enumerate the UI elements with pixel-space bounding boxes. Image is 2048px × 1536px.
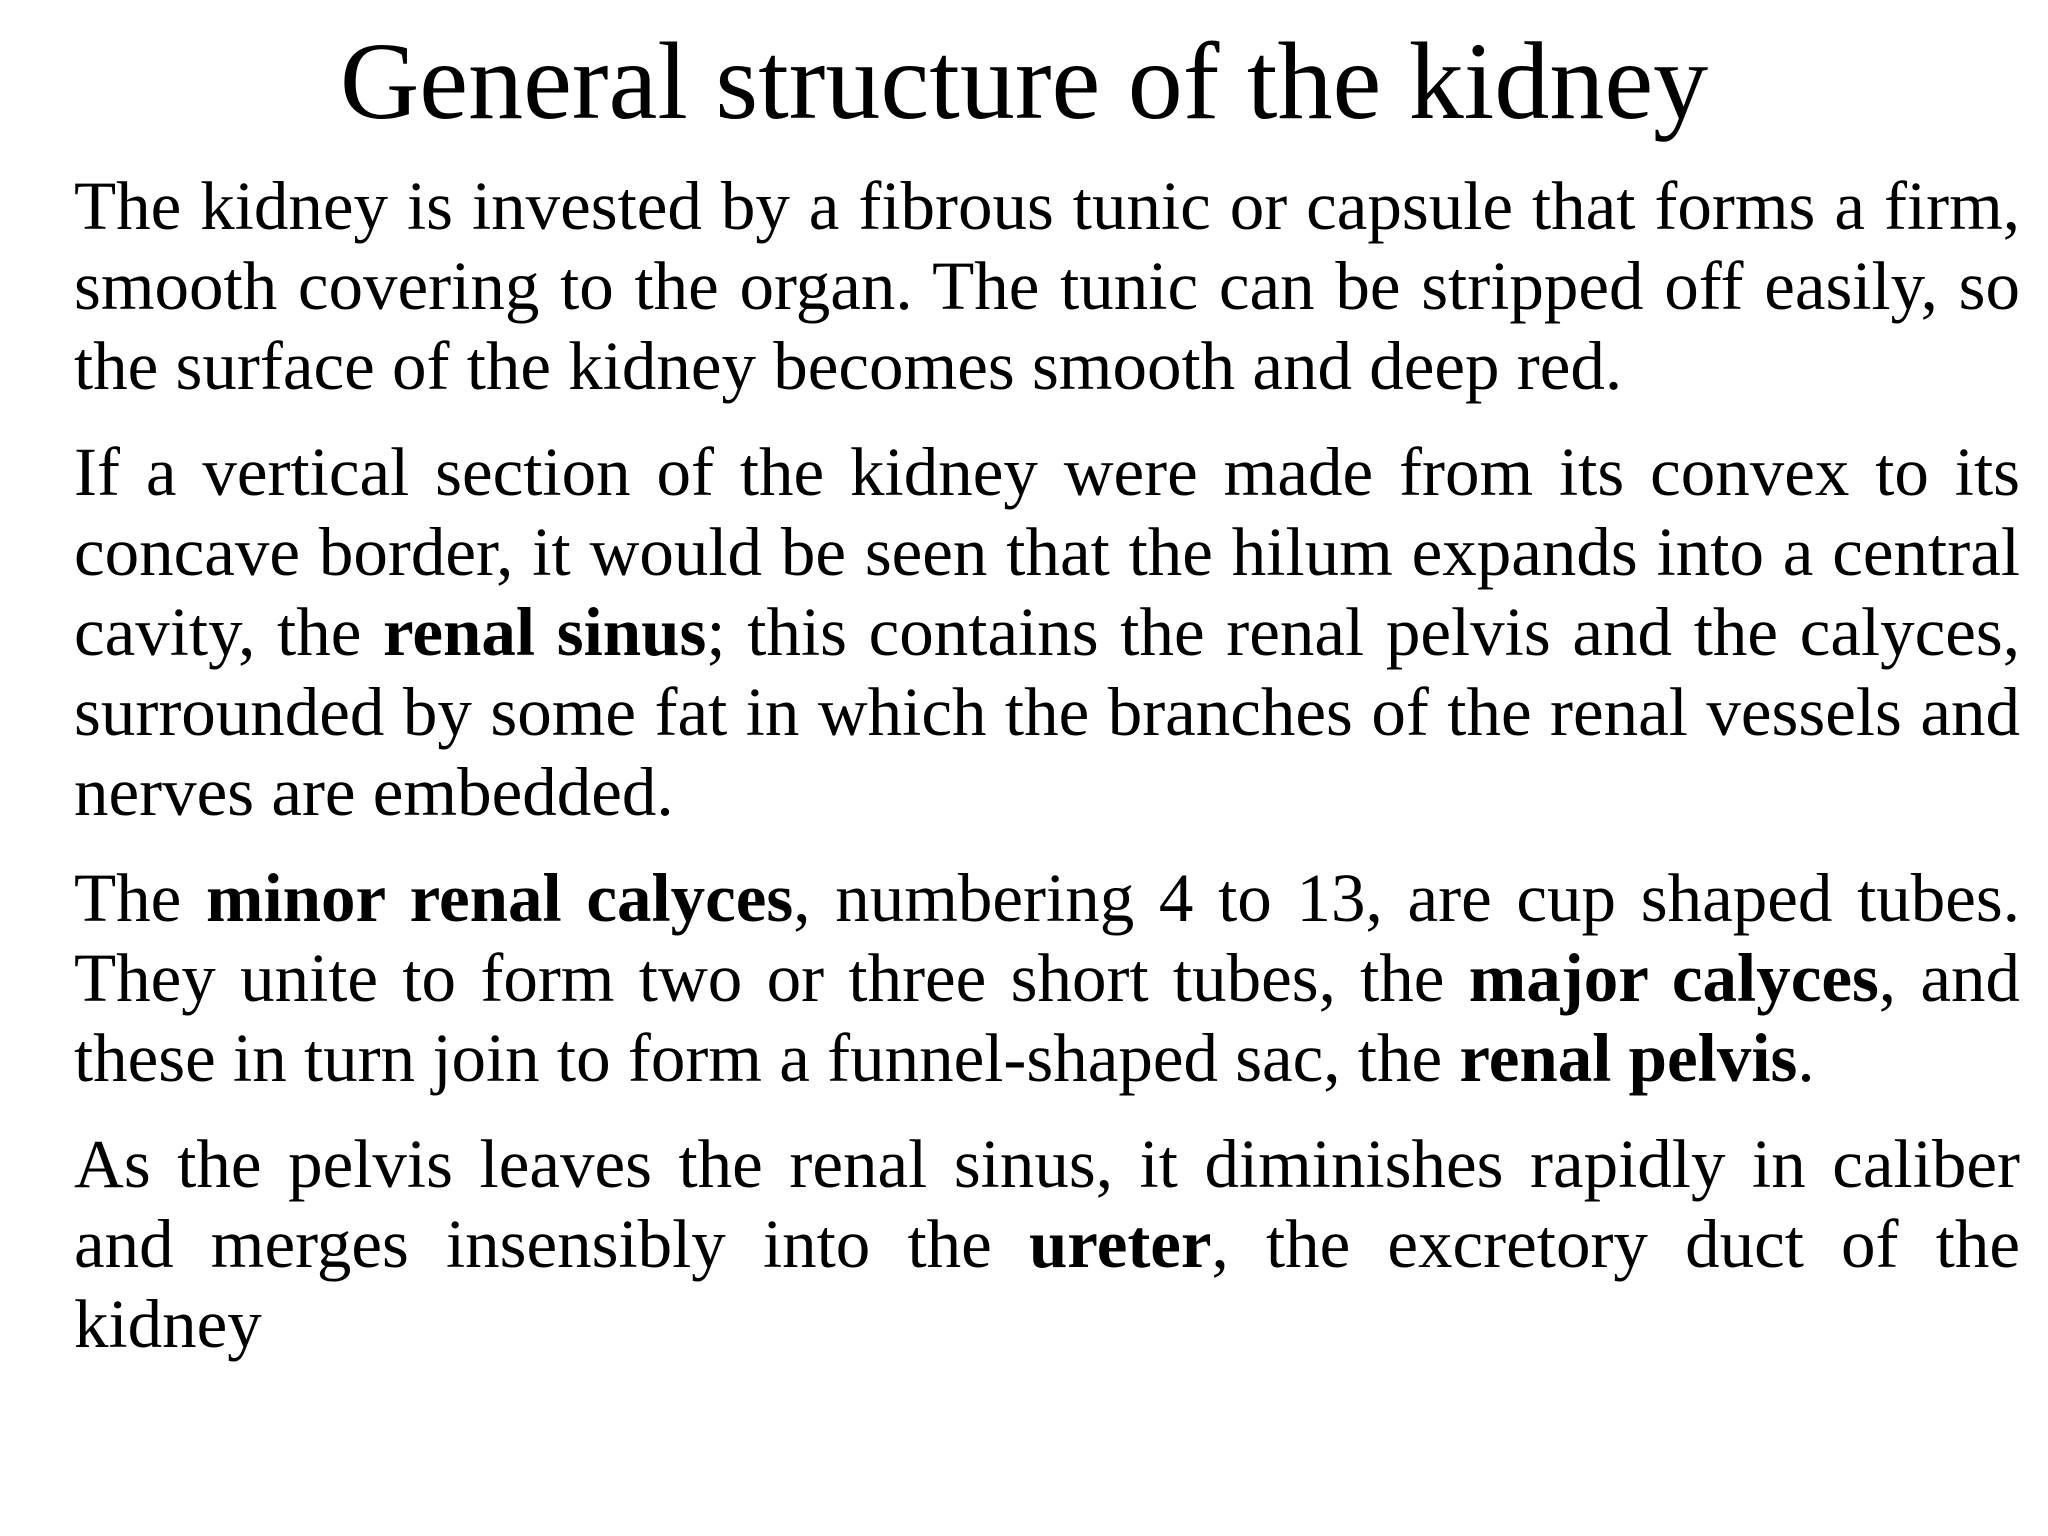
term-major-calyces: major calyces [1468,940,1879,1016]
slide-title: General structure of the kidney [339,20,1709,142]
paragraph-text: , the excretory duct of the kidney [74,1206,2020,1362]
paragraph-text: , numbering 4 to 13, are cup shaped tubes. They unite to form two or three short tubes, the [74,860,2020,1016]
slide-body [74,166,2020,1364]
paragraph-text: ; this contains the renal pelvis and the calyces, surrounded by some fat in which the branches of the renal vessels and nerves are embedded. [74,594,2020,830]
paragraph-text: The kidney is invested by a fibrous tunic or capsule that forms a firm, smooth covering to the organ. The tunic can be stripped off easily, so the surface of the kidney becomes smooth and deep red. [74,168,2020,404]
paragraph-renal-sinus [74,432,2020,832]
paragraph-text: As the pelvis leaves the renal sinus, it diminishes rapidly in caliber and merges insensibly into the [74,1126,2020,1282]
paragraph-text: . [1797,1020,1815,1096]
paragraph-calyces [74,858,2020,1098]
term-ureter: ureter [1028,1206,1212,1282]
paragraph-text: The [74,860,206,936]
paragraph-ureter [74,1124,2020,1364]
paragraph-text: , and these in turn join to form a funnel-shaped sac, the [74,940,2020,1096]
paragraph-capsule [74,166,2020,406]
term-renal-pelvis: renal pelvis [1459,1020,1798,1096]
term-renal-sinus: renal sinus [383,594,707,670]
term-minor-renal-calyces: minor renal calyces [206,860,794,936]
paragraph-text: If a vertical section of the kidney were made from its convex to its concave border, it would be seen that the hilum expands into a central cavity, the [74,434,2020,670]
